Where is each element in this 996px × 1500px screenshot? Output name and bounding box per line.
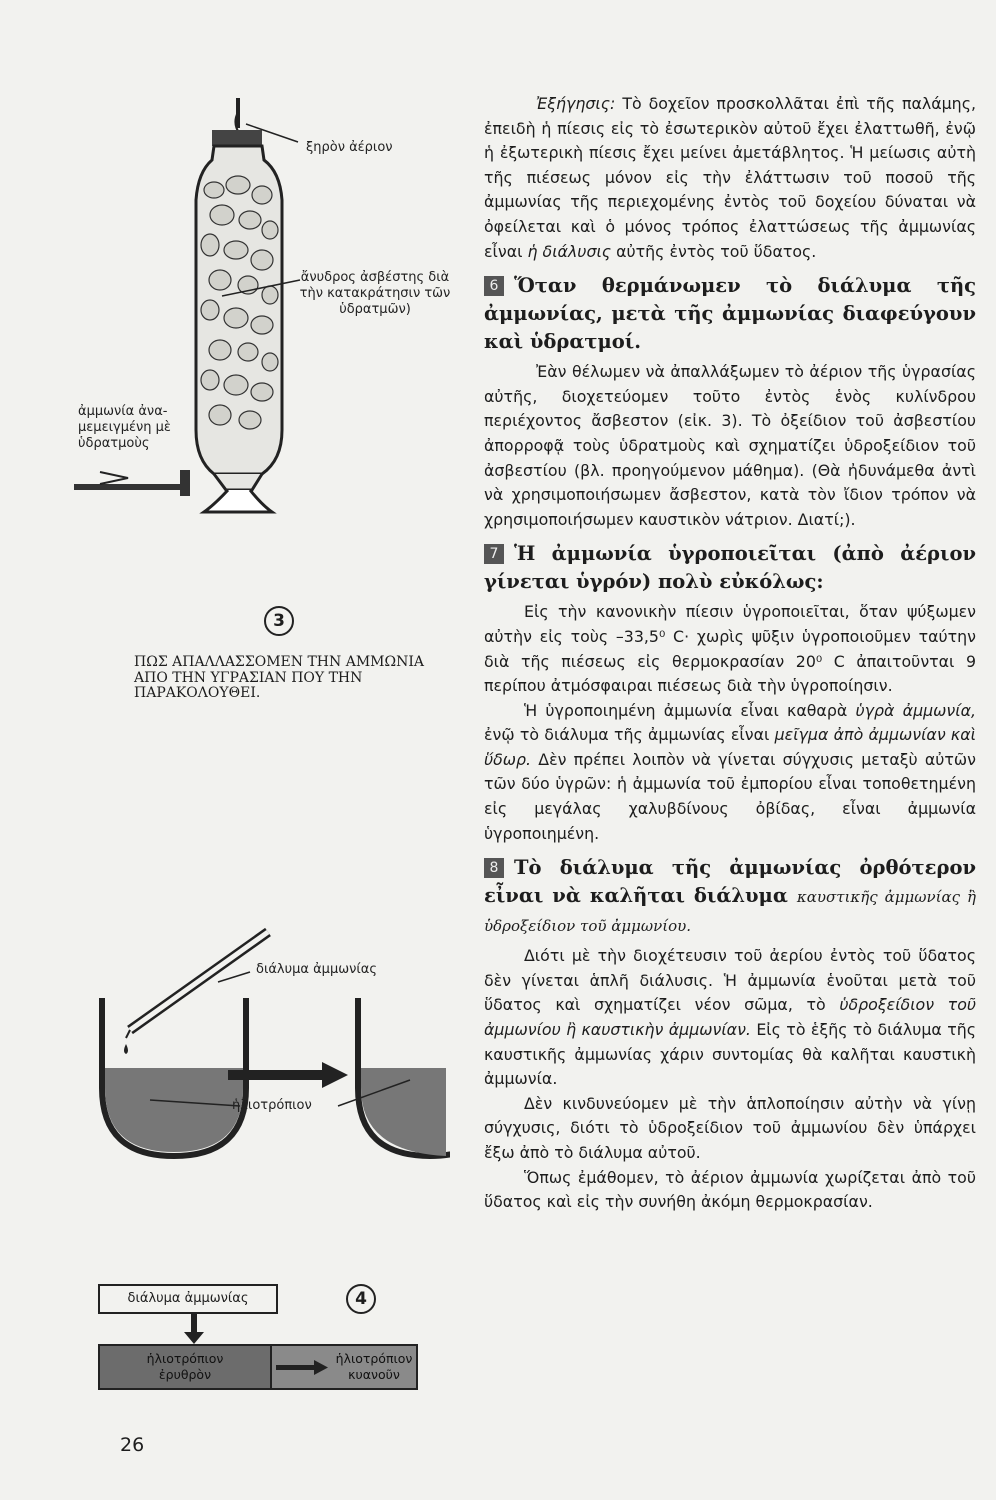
hydroxide-text-c: Εἰς τὸ ἑξῆς τὸ διάλυμα τῆς καυστικῆς ἀμμωνίας χάριν συντομίας θὰ καλῆται καυστικὴ ἀμμωνία. [484,1020,976,1089]
paragraph-simplification: Δὲν κινδυνεύομεν μὲ τὴν ἁπλοποίησιν αὐτὴν νὰ γίνῃ σύγχυσις, διότι τὸ ὑδροξείδιον τοῦ ἀμμωνίου δὲν ὑπάρχει ἔξω ἀπὸ τὸ διάλυμα αὐτοῦ. [484,1093,976,1162]
figure-3-number: 3 [264,606,294,636]
heading-7 [484,540,976,596]
label-ammonia-with-vapour: ἀμμωνία ἀνα-μεμειγμένη μὲ ὑδρατμοὺς [78,404,171,451]
liquid-ammonia-text-e: Δὲν πρέπει λοιπὸν νὰ γίνεται σύγχυσις μεταξὺ αὐτῶν τῶν δύο ὑγρῶν: ἡ ἀμμωνία τοῦ ἐμπορίου εἶναι τοποθετημένη εἰς μεγάλας χαλυβδίνους ὀβίδας, εἶναι ἀμμωνία ὑγροποιημένη. [484,749,976,843]
paragraph-explanation [484,92,976,264]
paragraph-separation: Ὅπως ἐμάθομεν, τὸ ἀέριον ἀμμωνία χωρίζεται ἀπὸ τοῦ ὕδατος καὶ εἰς τὴν συνήθη ἀκόμη θερμοκρασίαν. [484,1167,976,1212]
heading-6-text: Ὅταν θερμάνωμεν τὸ διάλυμα τῆς ἀμμωνίας, μετὰ τῆς ἀμμωνίας διαφεύγουν καὶ ὑδρατμοί. [484,274,976,354]
label-litmus-blue: ἡλιοτρόπιον κυανοῦν [335,1351,413,1382]
heading-8-text: Τὸ διάλυμα τῆς ἀμμωνίας ὀρθότερον εἶναι νὰ καλῆται διάλυμα [484,856,976,908]
liquid-ammonia-emph-d: μεῖγμα ἀπὸ ἀμμωνίαν καὶ ὕδωρ. [484,725,976,769]
paragraph-liquid-ammonia [484,699,976,847]
heading-6 [484,272,976,356]
explanation-lead: Ἐξήγησις: [536,94,616,113]
figure-3-drying-column [0,0,480,720]
hydroxide-emph-b: ὑδροξείδιον τοῦ ἀμμωνίου ἢ καυστικὴν ἀμμωνίαν. [484,995,976,1040]
label-ammonia-solution: διάλυμα ἀμμωνίας [256,962,377,977]
section-6-badge: 6 [484,276,504,296]
arrow-red-to-blue [276,1358,330,1378]
section-8-badge: 8 [484,858,504,878]
paragraph-liquefaction: Εἰς τὴν κανονικὴν πίεσιν ὑγροποιεῖται, ὅταν ψύξωμεν αὐτὴν εἰς τοὺς –33,5⁰ C· χωρὶς ψῦξιν ὑγροποιοῦμεν ταύτην διὰ τῆς πιέσεως εἰς θερμοκρασίαν 20⁰ C ἀπαιτοῦνται 9 περίπου ἀτμόσφαιραι πιέσεως διὰ τὴν ὑγροποίησιν. [484,602,976,696]
text-column [484,92,976,1215]
explanation-emphasis: ἡ διάλυσις [527,241,612,261]
explanation-end: αὐτῆς ἐντὸς τοῦ ὕδατος. [611,241,817,261]
label-dry-air: ξηρὸν ἀέριον [306,140,393,155]
label-litmus-red: ἡλιοτρόπιον ἐρυθρὸν [146,1351,224,1382]
heading-8-italic: καυστικῆς ἀμμωνίας ἢ ὑδροξείδιον τοῦ ἀμμωνίου. [484,888,976,936]
section-7-badge: 7 [484,544,504,564]
liquid-ammonia-text-a: Ἡ ὑγροποιημένη ἀμμωνία εἶναι καθαρὰ [524,700,856,720]
paragraph-drying: Ἐὰν θέλωμεν νὰ ἀπαλλάξωμεν τὸ ἀέριον τῆς ὑγρασίας αὐτῆς, διοχετεύομεν τοῦτο ἐντὸς ἑνὸς κυλίνδρου περιέχοντος ἄσβεστον (εἰκ. 3). Τὸ ὀξείδιον τοῦ ἀσβεστίου ἀπορροφᾷ τοὺς ὑδρατμοὺς καὶ σχηματίζει ὑδροξείδιον τοῦ ἀσβεστίου (βλ. προηγούμενον μάθημα). (Θὰ ἠδυνάμεθα ἀντὶ νὰ χρησιμοποιήσωμεν ἄσβεστον, κατὰ τὸν ἴδιον τρόπον νὰ χρησιμοποιήσωμεν καυστικὸν νάτριον. Διατί;). [484,362,976,529]
figure-4-number: 4 [346,1284,376,1314]
box-litmus [98,1344,418,1390]
figure-4-connector [180,1312,210,1346]
hydroxide-text-a: Διότι μὲ τὴν διοχέτευσιν τοῦ ἀερίου ἐντὸς τοῦ ὕδατος δὲν γίνεται ἁπλῆ διάλυσις. Ἡ ἀμμωνία ἑνοῦται μετὰ τοῦ ὕδατος καὶ σχηματίζει νέον σῶμα, τὸ [484,946,976,1015]
label-litmus: ἡλιοτρόπιον [232,1098,312,1113]
figure-beakers [90,920,450,1160]
page-number: 26 [120,1434,145,1456]
heading-7-text: Ἡ ἀμμωνία ὑγροποιεῖται (ἀπὸ ἀέριον γίνεται ὑγρόν) πολὺ εὐκόλως: [484,542,976,594]
figure-3-caption: ΠΩΣ ΑΠΑΛΛΑΣΣΟΜΕΝ ΤΗΝ ΑΜΜΩΝΙΑ ΑΠΟ ΤΗΝ ΥΓΡΑΣΙΑΝ ΠΟΥ ΤΗΝ ΠΑΡΑΚΟΛΟΥΘΕΙ. [134,654,424,701]
box-ammonia-solution: διάλυμα ἀμμωνίας [98,1284,278,1314]
liquid-ammonia-text-c: ἐνῷ τὸ διάλυμα τῆς ἀμμωνίας εἶναι [484,725,775,745]
label-quicklime: ἄνυδρος ἀσβέστης διὰ τὴν κατακράτησιν τῶν ὑδρατμῶν) [299,270,451,317]
liquid-ammonia-emph-b: ὑγρὰ ἀμμωνία, [855,700,976,720]
paragraph-hydroxide [484,944,976,1092]
explanation-text: Τὸ δοχεῖον προσκολλᾶται ἐπὶ τῆς παλάμης, ἐπειδὴ ἡ πίεσις εἰς τὸ ἐσωτερικὸν αὐτοῦ ἔχει ἐλαττωθῆ, ἐνῷ ἡ ἐξωτερικὴ πίεσις ἔχει μείνει ἀμετάβλητος. Ἡ μείωσις αὐτὴ τῆς πιέσεως μόνον εἰς τὴν ἐλάττωσιν τοῦ ποσοῦ τῆς ἀμμωνίας τῆς περιεχομένης ἐντὸς τοῦ δοχείου δύναται νὰ ὀφείλεται καὶ ὁ μόνος τρόπος ἐλαττώσεως τῆς ἀμμωνίας εἶναι [484,94,976,261]
heading-8 [484,854,976,940]
